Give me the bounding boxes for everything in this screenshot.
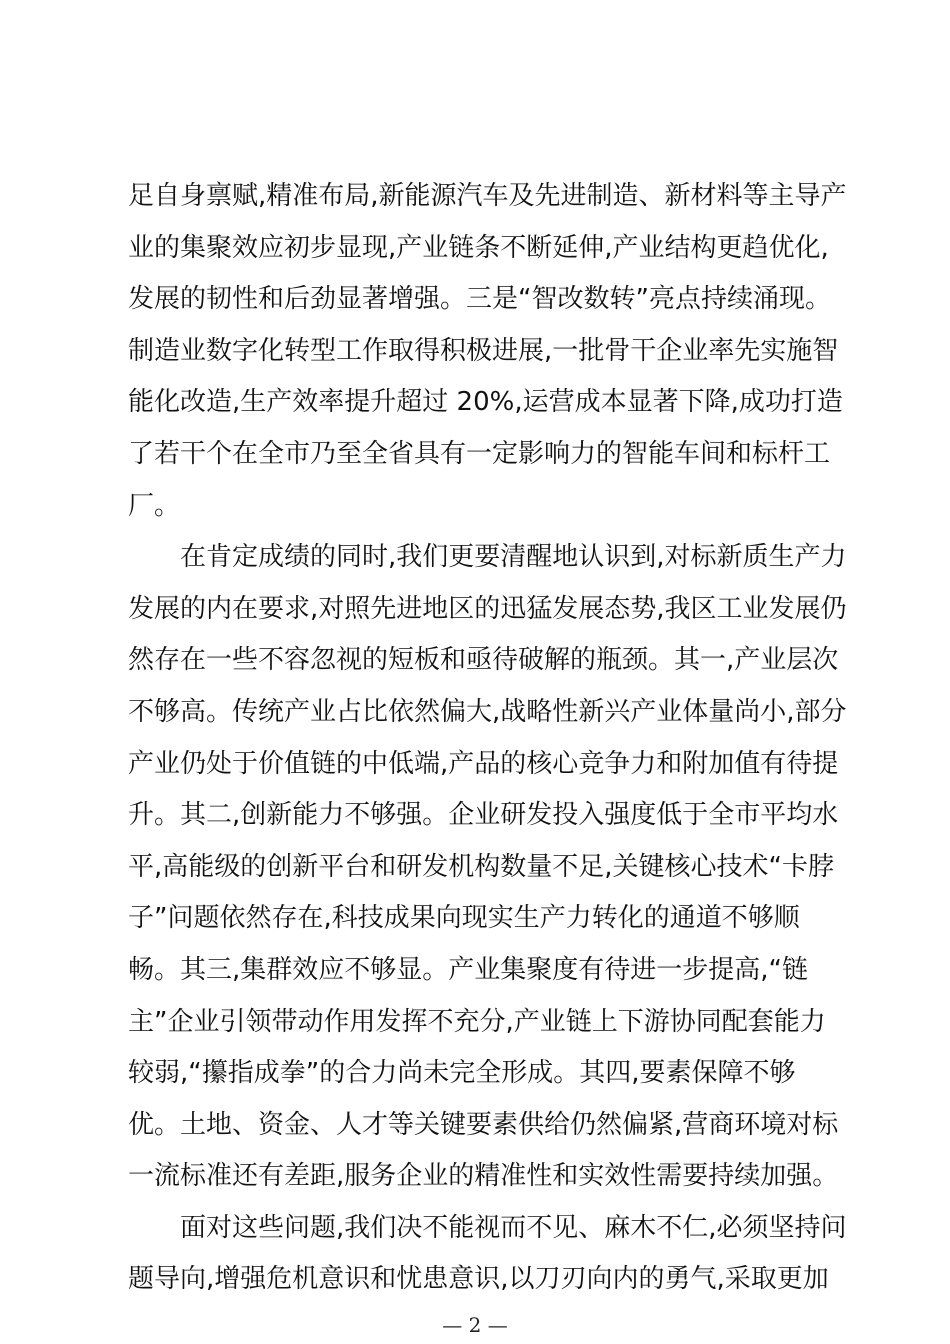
text-line: 题导向,增强危机意识和忧患意识,以刀刃向内的勇气,采取更加	[128, 1264, 829, 1295]
paragraph-start-line: 在肯定成绩的同时,我们更要清醒地认识到,对标新质生产力	[180, 542, 847, 573]
text-line: 能化改造,生产效率提升超过 20%,运营成本显著下降,成功打造	[128, 387, 843, 418]
paragraph-start-line: 面对这些问题,我们决不能视而不见、麻木不仁,必须坚持问	[180, 1212, 847, 1243]
text-line: 畅。其三,集群效应不够显。产业集聚度有待进一步提高,“链	[128, 954, 808, 985]
page-number: — 2 —	[442, 1313, 508, 1337]
text-line: 业的集聚效应初步显现,产业链条不断延伸,产业结构更趋优化,	[128, 232, 829, 263]
text-line: 厂。	[128, 490, 181, 521]
text-line: 升。其二,创新能力不够强。企业研发投入强度低于全市平均水	[128, 800, 839, 831]
text-line: 子”问题依然存在,科技成果向现实生产力转化的通道不够顺	[128, 903, 800, 934]
text-line: 然存在一些不容忽视的短板和亟待破解的瓶颈。其一,产业层次	[128, 645, 839, 676]
text-line: 了若干个在全市乃至全省具有一定影响力的智能车间和标杆工	[128, 438, 831, 469]
document-body	[128, 171, 847, 1306]
text-line: 优。土地、资金、人才等关键要素供给仍然偏紧,营商环境对标	[128, 1109, 839, 1140]
text-line: 制造业数字化转型工作取得积极进展,一批骨干企业率先实施智	[128, 335, 839, 366]
text-line: 不够高。传统产业占比依然偏大,战略性新兴产业体量尚小,部分	[128, 696, 847, 727]
text-line: 产业仍处于价值链的中低端,产品的核心竞争力和附加值有待提	[128, 748, 839, 779]
text-line: 较弱,“攥指成拳”的合力尚未完全形成。其四,要素保障不够	[128, 1058, 796, 1089]
text-line: 足自身禀赋,精准布局,新能源汽车及先进制造、新材料等主导产	[128, 181, 847, 211]
text-line: 平,高能级的创新平台和研发机构数量不足,关键核心技术“卡脖	[128, 851, 834, 882]
text-line: 发展的内在要求,对照先进地区的迅猛发展态势,我区工业发展仍	[128, 593, 847, 624]
text-line: 一流标准还有差距,服务企业的精准性和实效性需要持续加强。	[128, 1161, 839, 1192]
text-line: 发展的韧性和后劲显著增强。三是“智改数转”亮点持续涌现。	[128, 284, 831, 315]
text-line: 主”企业引领带动作用发挥不充分,产业链上下游协同配套能力	[128, 1006, 826, 1037]
